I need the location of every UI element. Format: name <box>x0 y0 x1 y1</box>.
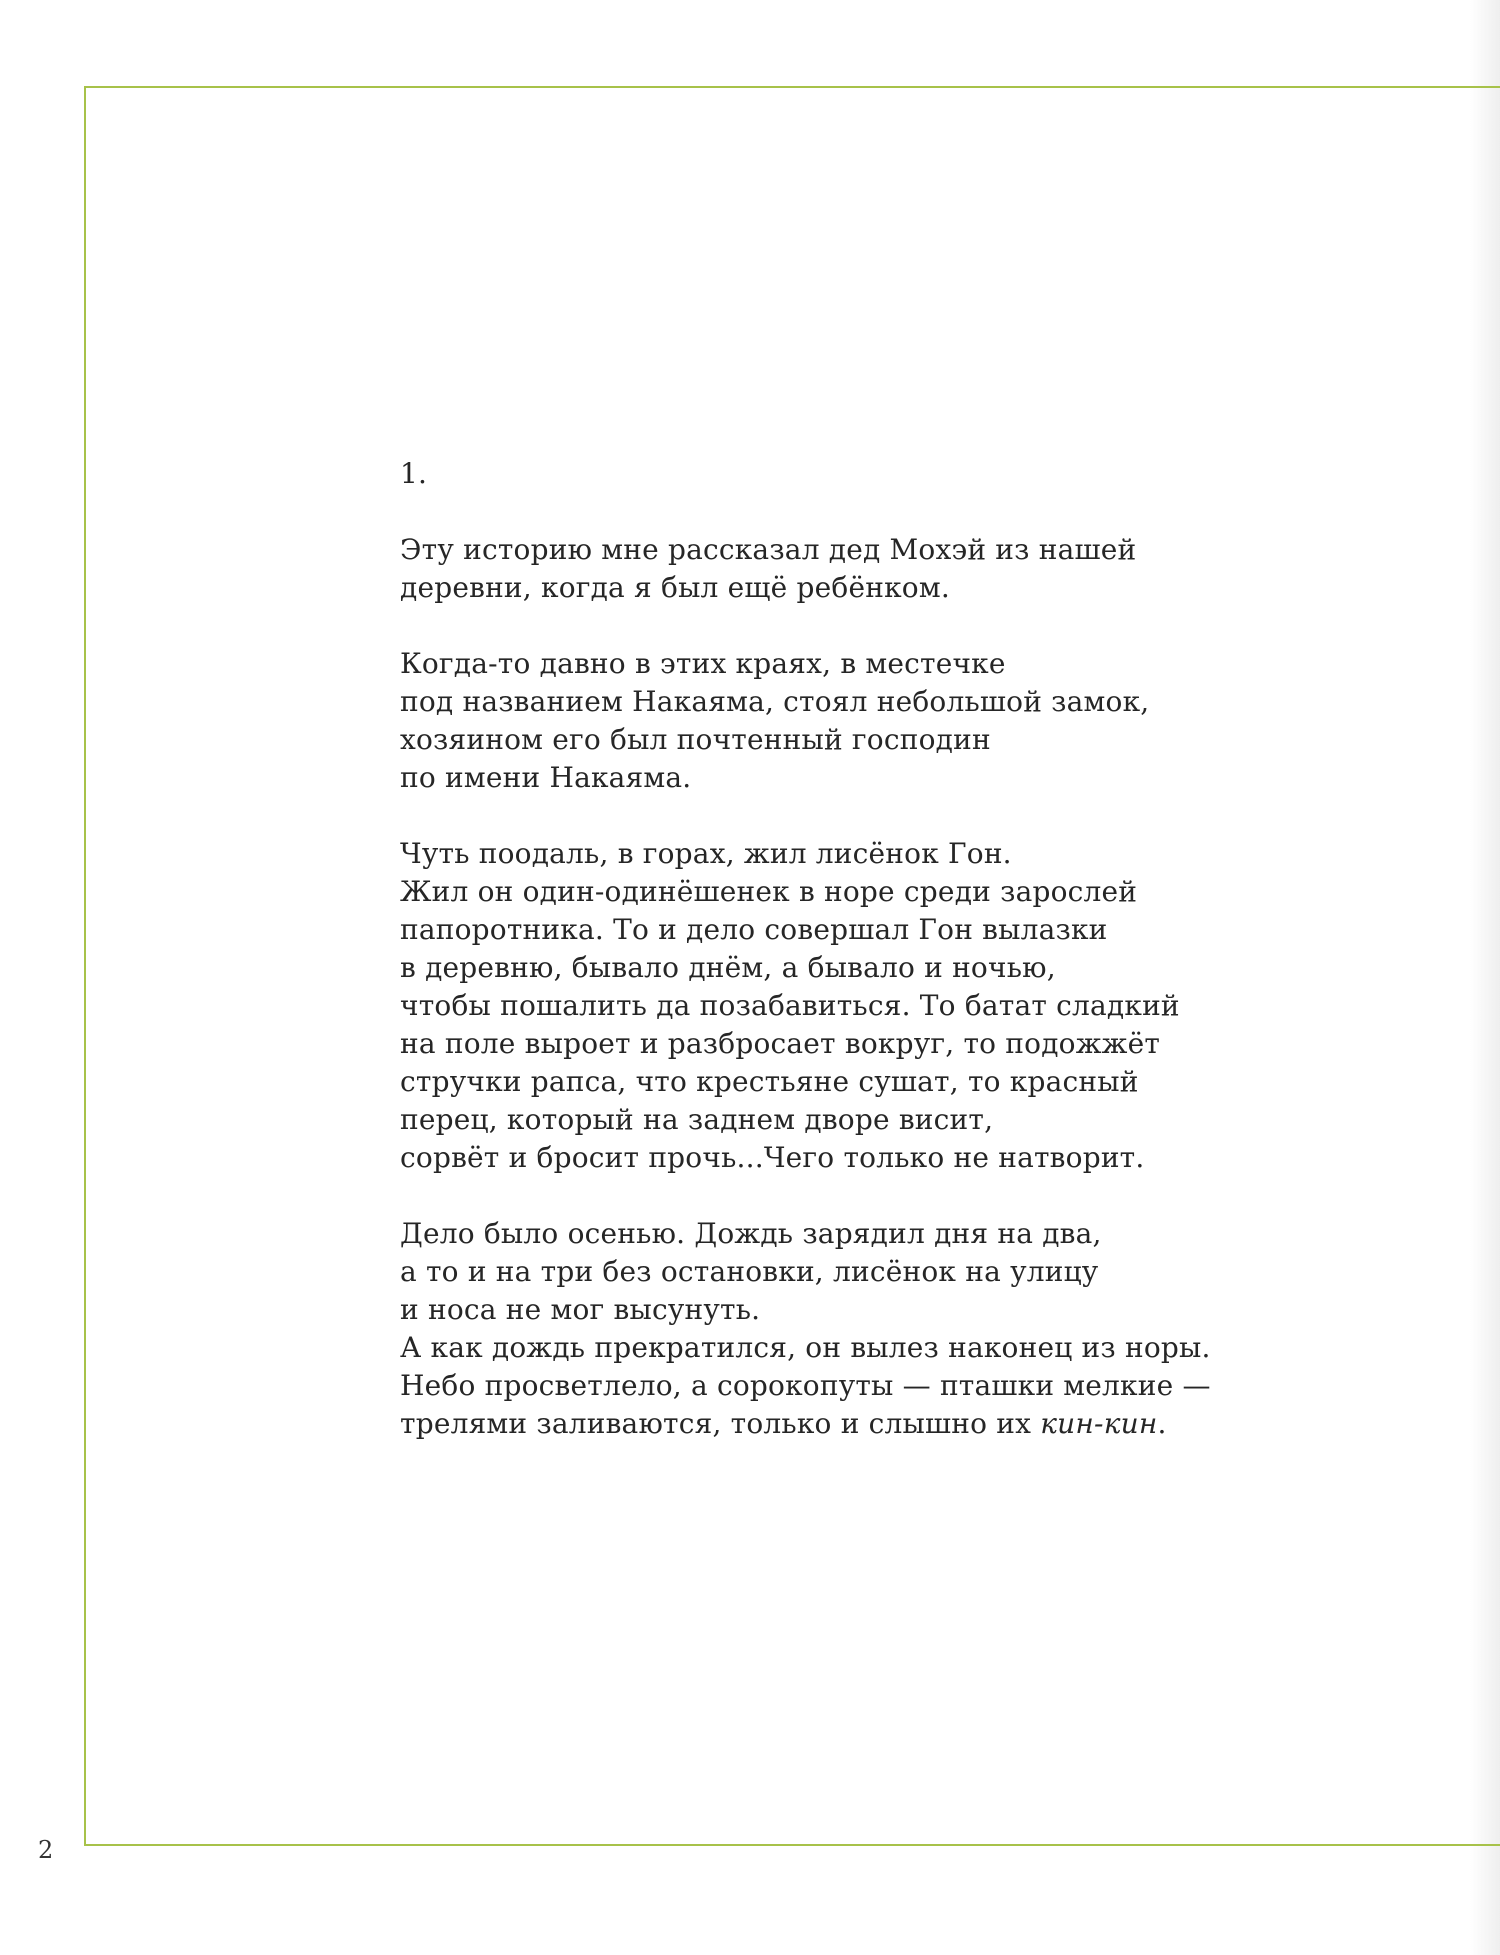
paragraph-1 <box>400 531 1300 607</box>
text-line: чтобы пошалить да позабавиться. То батат сладкий <box>400 989 1180 1022</box>
text-line: в деревню, бывало днём, а бывало и ночью, <box>400 951 1056 984</box>
paragraph-4 <box>400 1215 1300 1443</box>
text-line: сорвёт и бросит прочь...Чего только не натворит. <box>400 1141 1145 1174</box>
text-line: под названием Накаяма, стоял небольшой замок, <box>400 685 1150 718</box>
text-line: перец, который на заднем дворе висит, <box>400 1103 994 1136</box>
paragraph-2 <box>400 645 1300 797</box>
text-line: и носа не мог высунуть. <box>400 1293 761 1326</box>
text-line: А как дождь прекратился, он вылез наконец из норы. <box>400 1331 1211 1364</box>
page-number: 2 <box>38 1836 54 1864</box>
text-line: а то и на три без остановки, лисёнок на улицу <box>400 1255 1099 1288</box>
text-line: Дело было осенью. Дождь зарядил дня на два, <box>400 1217 1102 1250</box>
story-text <box>400 455 1300 1443</box>
chapter-number: 1. <box>400 457 428 490</box>
text-line: Небо просветлело, а сорокопуты — пташки мелкие — <box>400 1369 1211 1402</box>
text-line: хозяином его был почтенный господин <box>400 723 991 756</box>
text-line: Жил он один-одинёшенек в норе среди зарослей <box>400 875 1138 908</box>
emphasis-kin-kin: кин-кин <box>1040 1407 1158 1440</box>
text-line: по имени Накаяма. <box>400 761 692 794</box>
text-line-final <box>400 1405 1300 1443</box>
text-line: стручки рапса, что крестьяне сушат, то красный <box>400 1065 1139 1098</box>
text-line: деревни, когда я был ещё ребёнком. <box>400 571 950 604</box>
text-line: Когда-то давно в этих краях, в местечке <box>400 647 1006 680</box>
text-segment: . <box>1157 1407 1167 1440</box>
paragraph-3 <box>400 835 1300 1177</box>
text-line: папоротника. То и дело совершал Гон вылазки <box>400 913 1108 946</box>
text-line: на поле выроет и разбросает вокруг, то подожжёт <box>400 1027 1161 1060</box>
text-line: Эту историю мне рассказал дед Мохэй из нашей <box>400 533 1137 566</box>
text-line: Чуть поодаль, в горах, жил лисёнок Гон. <box>400 837 1012 870</box>
text-segment: трелями заливаются, только и слышно их <box>400 1407 1041 1440</box>
